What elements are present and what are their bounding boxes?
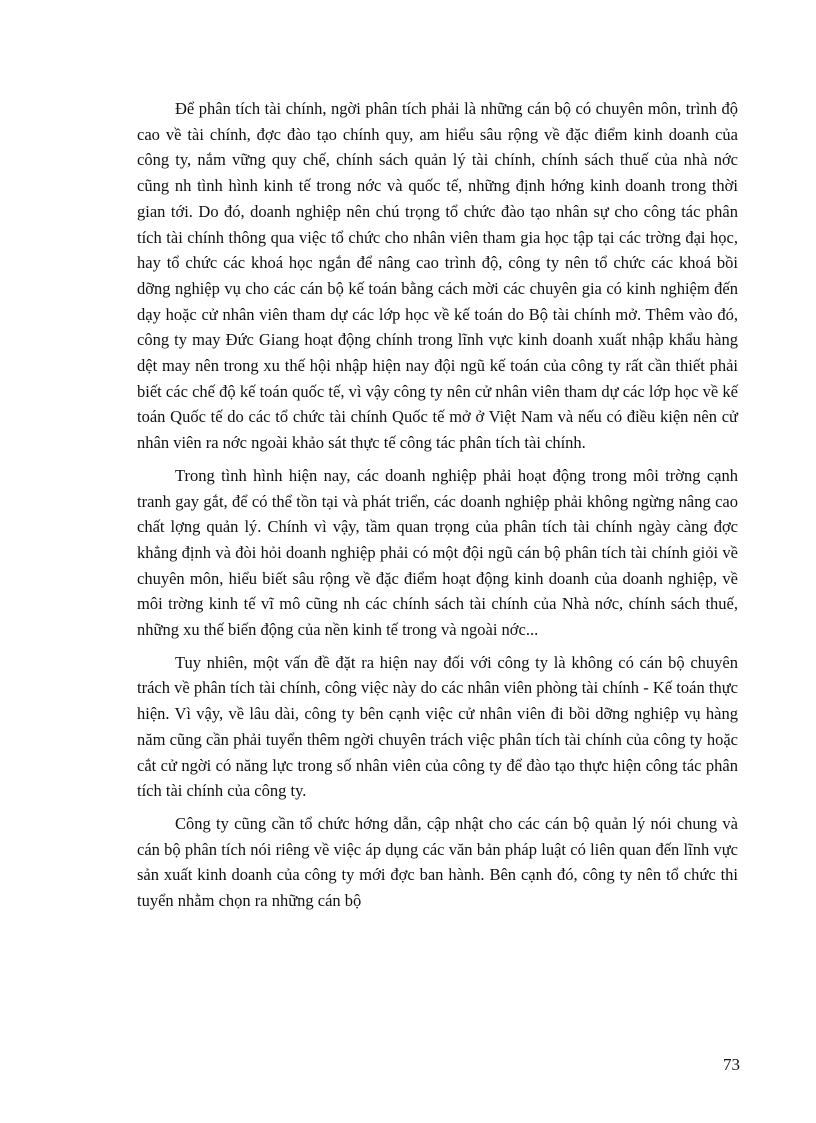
paragraph-1: Để phân tích tài chính, ngời phân tích phải là những cán bộ có chuyên môn, trình độ cao về tài chính, đợc đào tạo chính quy, am hiểu sâu rộng về đặc điểm kinh doanh của công ty, nắm vững quy chế, chính sách quản lý tài chính, chính sách thuế của nhà nớc cũng nh tình hình kinh tế trong nớc và quốc tế, những định hớng kinh doanh trong thời gian tới. Do đó, doanh nghiệp nên chú trọng tổ chức đào tạo nhân sự cho công tác phân tích tài chính thông qua việc tổ chức cho nhân viên tham gia học tập tại các trờng đại học, hay tổ chức các khoá học ngắn để nâng cao trình độ, công ty nên tổ chức các khoá bồi dỡng nghiệp vụ cho các cán bộ kế toán bằng cách mời các chuyên gia có kinh nghiệm đến dạy hoặc cử nhân viên tham dự các lớp học về kế toán do Bộ tài chính mở. Thêm vào đó, công ty may Đức Giang hoạt động chính trong lĩnh vực kinh doanh xuất nhập khẩu hàng dệt may nên trong xu thế hội nhập hiện nay đội ngũ kế toán của công ty rất cần thiết phải biết các chế độ kế toán quốc tế, vì vậy công ty nên cử nhân viên tham dự các lớp học về kế toán Quốc tế do các tổ chức tài chính Quốc tế mở ở Việt Nam và nếu có điều kiện nên cử nhân viên ra nớc ngoài khảo sát thực tế công tác phân tích tài chính.	[137, 99, 738, 453]
paragraph-4: Công ty cũng cần tổ chức hớng dẫn, cập nhật cho các cán bộ quản lý nói chung và cán bộ phân tích nói riêng về việc áp dụng các văn bản pháp luật có liên quan đến lĩnh vực sản xuất kinh doanh của công ty mới đợc ban hành. Bên cạnh đó, công ty nên tổ chức thi tuyển nhằm chọn ra những cán bộ	[137, 813, 738, 911]
page-number: 73	[723, 1055, 740, 1074]
paragraph-3: Tuy nhiên, một vấn đề đặt ra hiện nay đối với công ty là không có cán bộ chuyên trách về phân tích tài chính, công việc này do các nhân viên phòng tài chính - Kế toán thực hiện. Vì vậy, về lâu dài, công ty bên cạnh việc cử nhân viên đi bồi dỡng nghiệp vụ hàng năm cũng cần phải tuyển thêm ngời chuyên trách việc phân tích tài chính của công ty hoặc cắt cử ngời có năng lực trong số nhân viên của công ty để đào tạo thực hiện công tác phân tích tài chính của công ty.	[137, 652, 738, 801]
body-text	[137, 96, 738, 921]
paragraph-2: Trong tình hình hiện nay, các doanh nghiệp phải hoạt động trong môi trờng cạnh tranh gay gắt, để có thể tồn tại và phát triển, các doanh nghiệp phải không ngừng nâng cao chất lợng quản lý. Chính vì vậy, tầm quan trọng của phân tích tài chính ngày càng đợc khẳng định và đòi hỏi doanh nghiệp phải có một đội ngũ cán bộ phân tích tài chính giỏi về chuyên môn, hiểu biết sâu rộng về đặc điểm hoạt động kinh doanh của doanh nghiệp, về môi trờng kinh tế vĩ mô cũng nh các chính sách tài chính của Nhà nớc, chính sách thuế, những xu thế biến động của nền kinh tế trong và ngoài nớc...	[137, 465, 738, 640]
